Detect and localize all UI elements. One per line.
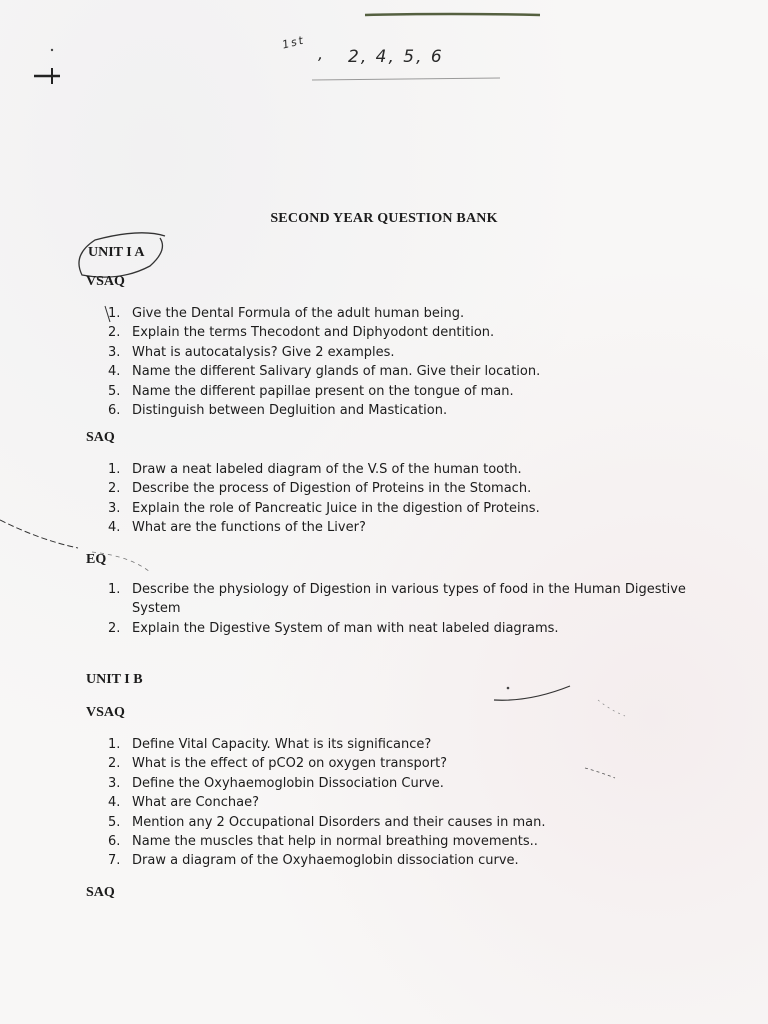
list-item (86, 851, 732, 870)
question-text: Explain the Digestive System of man with neat labeled diagrams. (132, 620, 559, 636)
question-text: Name the different papillae present on the tongue of man. (132, 383, 514, 399)
item-number: 4. (108, 795, 121, 811)
section-heading: VSAQ (86, 705, 125, 720)
list-item (86, 832, 732, 851)
list-item (86, 793, 732, 812)
question-text: Name the muscles that help in normal breathing movements.. (132, 834, 538, 850)
question-text: What are the functions of the Liver? (132, 520, 366, 536)
section-heading: SAQ (86, 430, 115, 445)
question-text: Draw a diagram of the Oxyhaemoglobin dissociation curve. (132, 853, 519, 869)
question-text: Distinguish between Degluition and Mastication. (132, 403, 448, 419)
item-number: 4. (108, 520, 121, 536)
list-item (86, 479, 732, 498)
item-number: 2. (108, 481, 121, 497)
item-number: 2. (108, 325, 121, 341)
question-text: Name the different Salivary glands of man. Give their location. (132, 364, 541, 380)
unit-heading: UNIT I A (88, 245, 145, 260)
list-item (86, 382, 732, 401)
section-heading: EQ (86, 552, 107, 567)
question-text: Describe the process of Digestion of Proteins in the Stomach. (132, 481, 532, 497)
question-text: Mention any 2 Occupational Disorders and their causes in man. (132, 814, 546, 830)
item-number: 5. (108, 383, 121, 399)
question-list (86, 735, 732, 871)
question-list (86, 580, 732, 638)
list-item (86, 580, 732, 619)
question-text: Describe the physiology of Digestion in various types of food in the Human Digestive System (132, 582, 686, 617)
list-item (86, 813, 732, 832)
unit-heading: UNIT I B (86, 672, 143, 687)
question-text: Draw a neat labeled diagram of the V.S of the human tooth. (132, 462, 522, 477)
question-text: Explain the role of Pancreatic Juice in the digestion of Proteins. (132, 500, 540, 516)
question-text: What is the effect of pCO2 on oxygen transport? (132, 756, 448, 772)
question-text: Explain the terms Thecodont and Diphyodont dentition. (132, 325, 495, 341)
item-number: 1. (108, 737, 121, 752)
list-item (86, 735, 732, 754)
item-number: 1. (108, 462, 121, 477)
list-item (86, 460, 732, 479)
list-item (86, 323, 732, 342)
list-item (86, 401, 732, 420)
item-number: 5. (108, 814, 121, 830)
item-number: 1. (108, 582, 121, 597)
item-number: 2. (108, 756, 121, 772)
list-item (86, 754, 732, 773)
item-number: 6. (108, 403, 121, 419)
item-number: 3. (108, 500, 121, 516)
item-number: 3. (108, 775, 121, 791)
list-item (86, 343, 732, 362)
question-list (86, 460, 732, 538)
list-item (86, 518, 732, 537)
question-text: Define the Oxyhaemoglobin Dissociation Curve. (132, 775, 444, 791)
item-number: 4. (108, 364, 121, 380)
page-title: SECOND YEAR QUESTION BANK (270, 211, 498, 226)
item-number: 1. (108, 306, 121, 321)
item-number: 7. (108, 853, 121, 869)
section-heading: VSAQ (86, 274, 125, 289)
question-text: Define Vital Capacity. What is its significance? (132, 737, 432, 752)
list-item (86, 304, 732, 323)
list-item (86, 362, 732, 381)
list-item (86, 774, 732, 793)
item-number: 2. (108, 620, 121, 636)
item-number: 3. (108, 344, 121, 360)
item-number: 6. (108, 834, 121, 850)
handwritten-comma: , (318, 44, 326, 63)
list-item (86, 499, 732, 518)
handwritten-note-small: 1st (280, 33, 307, 52)
question-list (86, 304, 732, 420)
section-heading: SAQ (86, 885, 115, 900)
question-text: What is autocatalysis? Give 2 examples. (132, 344, 395, 360)
question-text: What are Conchae? (132, 795, 259, 811)
question-text: Give the Dental Formula of the adult human being. (132, 306, 465, 321)
list-item (86, 619, 732, 638)
handwritten-note: 2, 4, 5, 6 (348, 47, 444, 67)
